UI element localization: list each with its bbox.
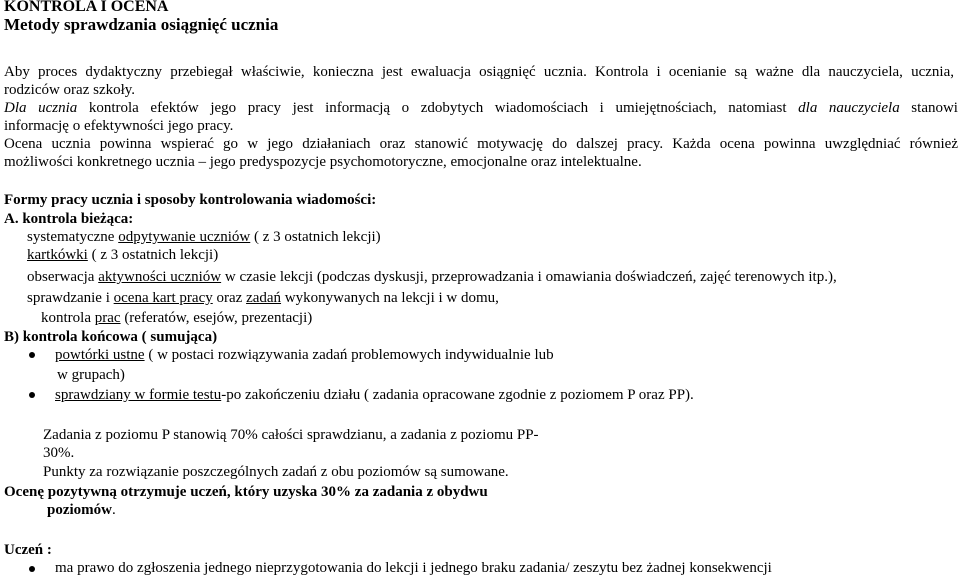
- emphasis-for-student: Dla ucznia: [4, 100, 78, 116]
- section-b-bullet-oral-reviews: [55, 346, 554, 364]
- intro-paragraph-3-line-2: możliwości konkretnego ucznia – jego predyspozycje psychomotoryczne, emocjonalne oraz intelektualne.: [4, 154, 642, 170]
- section-b-label: B) kontrola końcowa ( sumująca): [4, 329, 218, 345]
- section-b-bullet-tests: [55, 386, 694, 404]
- scoring-line-2: 30%.: [43, 445, 75, 461]
- scoring-line-1: Zadania z poziomu P stanowią 70% całości sprawdzianu, a zadania z poziomu PP-: [43, 427, 539, 443]
- document-subtitle: Metody sprawdzania osiągnięć ucznia: [4, 15, 279, 34]
- section-a-item-quizzes: [27, 246, 218, 264]
- intro-paragraph-2-line-2: informację o efektywności jego pracy.: [4, 118, 234, 134]
- section-a-item-3-underlined: aktywności uczniów: [98, 269, 222, 285]
- emphasis-for-teacher: dla nauczyciela: [798, 100, 900, 116]
- intro-paragraph-2-end: stanowi: [899, 100, 958, 116]
- section-a-item-4-middle: oraz: [212, 290, 247, 306]
- section-a-item-1-prefix: systematyczne: [27, 229, 119, 245]
- scoring-line-3: Punkty za rozwiązanie poszczególnych zadań z obu poziomów są sumowane.: [43, 464, 509, 480]
- document-title: KONTROLA I OCENA: [4, 0, 169, 15]
- scoring-levels-word: poziomów: [47, 502, 112, 518]
- section-b-bullet-2-suffix: -po zakończeniu działu ( zadania opracowane zgodnie z poziomem P oraz PP).: [221, 387, 694, 403]
- bullet-icon: [29, 352, 35, 358]
- section-a-item-3-suffix: w czasie lekcji (podczas dyskusji, przeprowadzania i omawiania doświadczeń, zajęć terenowych itp.),: [221, 269, 837, 285]
- scoring-period: .: [112, 502, 116, 518]
- bullet-icon: [29, 392, 35, 398]
- section-a-label: A. kontrola bieżąca:: [4, 211, 134, 227]
- section-a-item-2-suffix: ( z 3 ostatnich lekcji): [87, 247, 219, 263]
- intro-paragraph-2-line-1: [4, 99, 958, 117]
- section-a-item-5-underlined: prac: [94, 310, 121, 326]
- section-a-item-4-suffix: wykonywanych na lekcji i w domu,: [281, 290, 499, 306]
- section-a-item-oral-questioning: [27, 228, 381, 246]
- intro-paragraph-1-line-2: rodziców oraz szkoły.: [4, 82, 136, 98]
- student-heading: Uczeń :: [4, 542, 52, 558]
- section-a-item-1-suffix: ( z 3 ostatnich lekcji): [250, 229, 381, 245]
- intro-paragraph-1-line-1: Aby proces dydaktyczny przebiegał właściwie, konieczna jest ewaluacja osiągnięć ucznia. Kontrola i ocenianie są ważne dla nauczyciela, ucznia,: [4, 64, 954, 80]
- intro-paragraph-2-middle: kontrola efektów jego pracy jest informacją o zdobytych wiadomościach i umiejętnościach, natomiast: [77, 100, 799, 116]
- section-a-item-4-underlined-2: zadań: [246, 290, 282, 306]
- section-a-item-5-prefix: kontrola: [41, 310, 95, 326]
- section-a-item-observation: [27, 268, 837, 286]
- section-b-bullet-2-underlined: sprawdziany w formie testu: [55, 387, 222, 403]
- section-a-item-1-underlined: odpytywanie uczniów: [118, 229, 251, 245]
- scoring-passing-rule-line-2: [47, 501, 116, 519]
- section-a-item-4-prefix: sprawdzanie i: [27, 290, 114, 306]
- bullet-icon: [29, 566, 35, 572]
- section-a-item-worksheets: [27, 289, 499, 307]
- intro-paragraph-3-line-1: Ocena ucznia powinna wspierać go w jego działaniach oraz stanowić motywację do dalszej pracy. Każda ocena powinna uwzględniać również: [4, 136, 958, 152]
- section-b-bullet-1-underlined: powtórki ustne: [55, 347, 145, 363]
- section-a-item-2-underlined: kartkówki: [27, 247, 88, 263]
- section-a-item-4-underlined-1: ocena kart pracy: [113, 290, 213, 306]
- section-a-item-5-suffix: (referatów, esejów, prezentacji): [120, 310, 313, 326]
- section-a-item-3-prefix: obserwacja: [27, 269, 99, 285]
- section-a-item-assignments: [41, 309, 312, 327]
- student-bullet-unprepared: ma prawo do zgłoszenia jednego nieprzygotowania do lekcji i jednego braku zadania/ zeszytu bez żadnej konsekwencji: [55, 560, 772, 576]
- section-b-bullet-oral-reviews-line-2: w grupach): [57, 367, 125, 383]
- forms-heading: Formy pracy ucznia i sposoby kontrolowania wiadomości:: [4, 192, 377, 208]
- scoring-passing-rule: Ocenę pozytywną otrzymuje uczeń, który uzyska 30% za zadania z obydwu: [4, 484, 488, 500]
- section-b-bullet-1-suffix: ( w postaci rozwiązywania zadań problemowych indywidualnie lub: [144, 347, 554, 363]
